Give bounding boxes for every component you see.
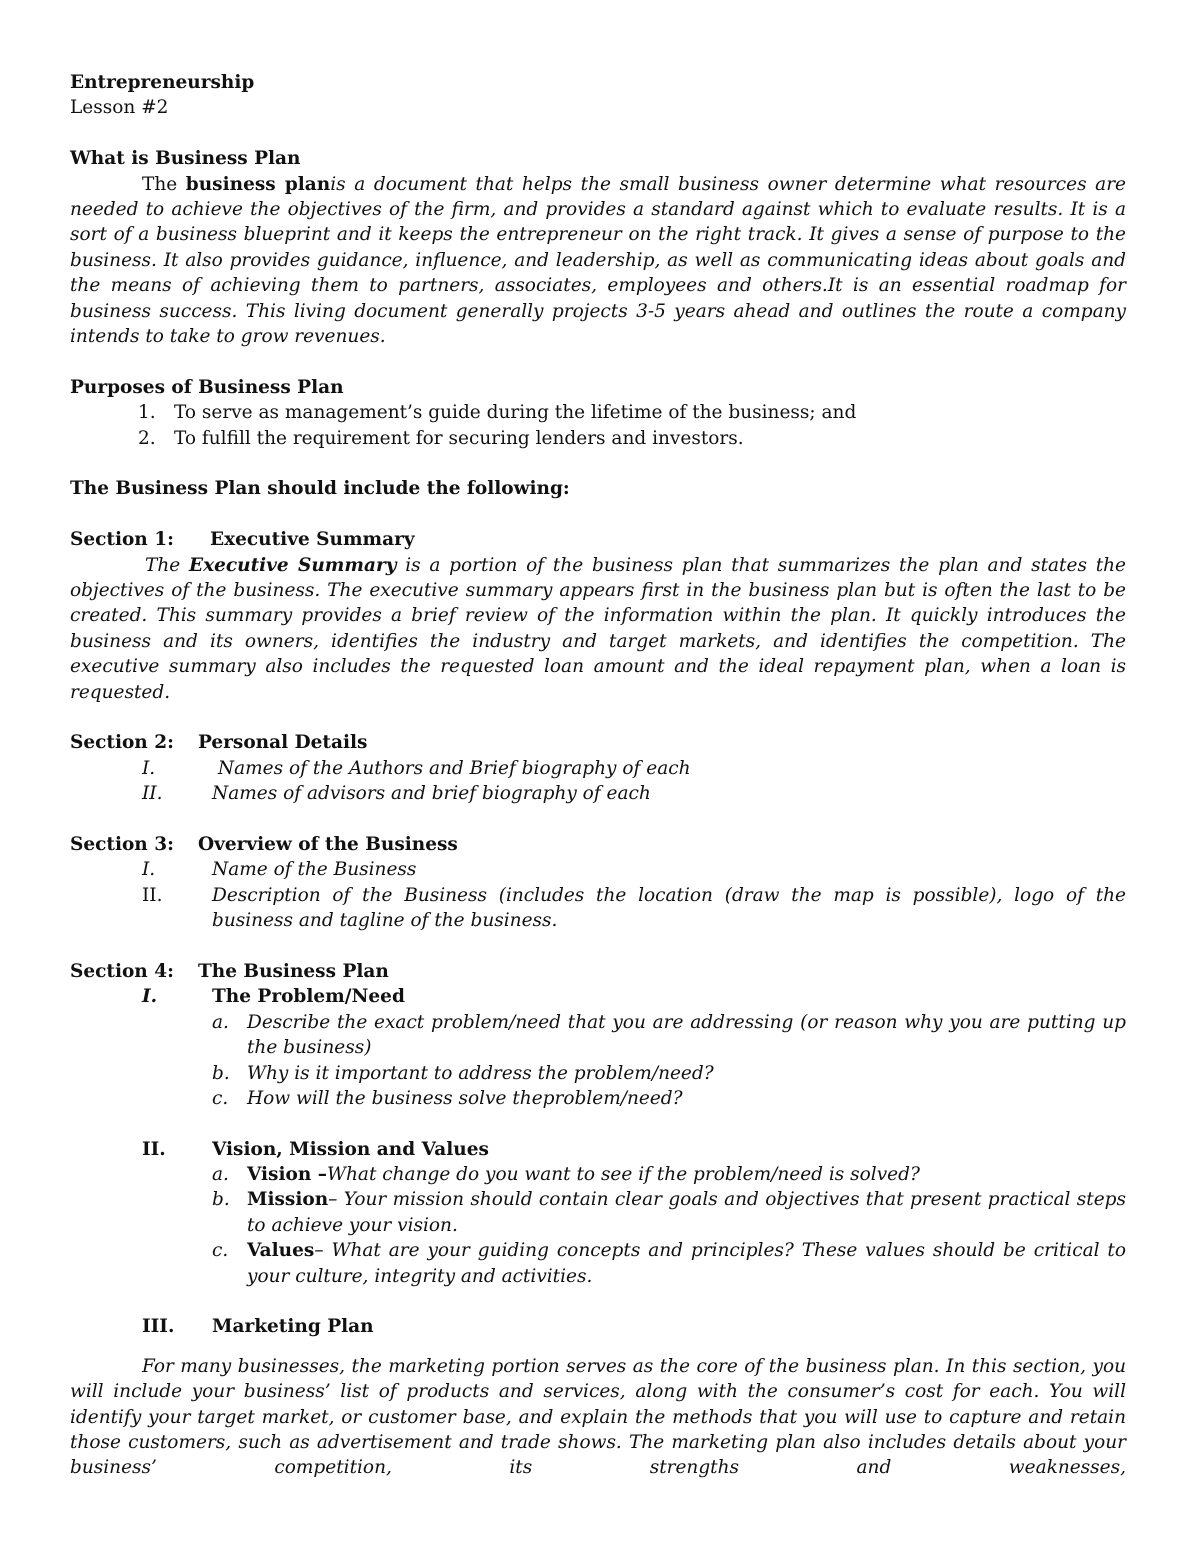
subsection-marketing-heading xyxy=(70,1314,1126,1339)
document-page xyxy=(70,70,1126,1481)
roman-numeral: III. xyxy=(142,1316,175,1338)
item-letter: b. xyxy=(212,1062,230,1084)
section-label: Section 3: xyxy=(70,833,174,855)
item-text: Names of the Authors and Brief biography of each xyxy=(212,757,691,779)
section-label: Section 4: xyxy=(70,960,174,982)
purpose-text: To serve as management’s guide during the lifetime of the business; and xyxy=(174,402,857,424)
item-letter: a. xyxy=(212,1164,229,1186)
executive-summary-paragraph xyxy=(70,553,1126,705)
vmv-item xyxy=(70,1162,1126,1187)
section-label: Section 1: xyxy=(70,529,174,551)
item-text: Describe the exact problem/need that you are addressing (or reason why you are putting up the business) xyxy=(247,1011,1126,1059)
item-letter: c. xyxy=(212,1087,229,1109)
vmv-item xyxy=(70,1238,1126,1289)
purpose-number: 1. xyxy=(138,402,156,424)
purposes-heading: Purposes of Business Plan xyxy=(70,376,344,398)
purpose-item xyxy=(70,426,1126,451)
item-letter: c. xyxy=(212,1240,229,1262)
mission-term: Mission xyxy=(247,1189,329,1211)
section-title: Personal Details xyxy=(198,732,368,754)
section-2-heading xyxy=(70,730,1126,755)
item-text: Why is it important to address the problem/need? xyxy=(247,1062,714,1084)
subsection-title: Vision, Mission and Values xyxy=(212,1138,489,1160)
exec-text: is a portion of the business plan that summarizes the plan and states the objectives of the business. The executive summary appears first in the business plan but is often the last to be created. This summary provides a brief review of the information within the plan. It quickly introduces the business and its owners, identifies the industry and target markets, and identifies the competition. The executive summary also includes the requested loan amount and the ideal repayment plan, when a loan is requested. xyxy=(70,554,1126,703)
roman-numeral: I. xyxy=(142,757,156,779)
what-is-paragraph xyxy=(70,172,1126,350)
roman-numeral: I. xyxy=(142,859,156,881)
section-1-heading xyxy=(70,527,1126,552)
item-text: Name of the Business xyxy=(212,859,417,881)
item-text: – Your mission should contain clear goals and objectives that present practical steps to achieve your vision. xyxy=(247,1189,1126,1236)
section-2-item xyxy=(70,781,1126,806)
section-4-heading xyxy=(70,959,1126,984)
vision-term: Vision – xyxy=(247,1164,327,1186)
doc-title: Entrepreneurship xyxy=(70,72,255,93)
subsection-problem-heading xyxy=(70,984,1126,1009)
roman-numeral: II. xyxy=(142,1138,166,1160)
section-3-heading xyxy=(70,832,1126,857)
item-text: Names of advisors and brief biography of each xyxy=(212,783,651,805)
item-letter: b. xyxy=(212,1189,230,1211)
problem-item xyxy=(70,1086,1126,1111)
exec-the: The xyxy=(145,554,189,576)
vmv-item xyxy=(70,1187,1126,1238)
section-3-item xyxy=(70,883,1126,934)
what-is-intro: The xyxy=(142,173,186,195)
section-3-item xyxy=(70,857,1126,882)
include-heading: The Business Plan should include the following: xyxy=(70,478,570,500)
section-2-item xyxy=(70,756,1126,781)
item-text: What change do you want to see if the problem/need is solved? xyxy=(326,1164,920,1186)
lesson-number: Lesson #2 xyxy=(70,97,169,119)
subsection-title: Marketing Plan xyxy=(212,1316,374,1338)
roman-numeral: I. xyxy=(142,986,158,1008)
values-term: Values xyxy=(247,1240,315,1262)
roman-numeral: II. xyxy=(142,884,163,906)
executive-summary-term: Executive Summary xyxy=(188,554,397,576)
problem-item xyxy=(70,1010,1126,1061)
roman-numeral: II. xyxy=(142,783,163,805)
what-is-text: is a document that helps the small business owner determine what resources are needed to achieve the objectives of the firm, and provides a standard against which to evaluate results. It is a sort of a business blueprint and it keeps the entrepreneur on the right track. It gives a sense of purpose to the business. It also provides guidance, influence, and leadership, as well as communicating ideas about goals and the means of achieving them to partners, associates, employees and others.It is an essential roadmap for business success. This living document generally projects 3-5 years ahead and outlines the route a company intends to take to grow revenues. xyxy=(70,173,1126,347)
item-text: Description of the Business (includes the location (draw the map is possible), logo of the business and tagline of the business. xyxy=(212,884,1126,932)
section-title: Overview of the Business xyxy=(198,833,458,855)
section-title: Executive Summary xyxy=(210,529,415,551)
purpose-number: 2. xyxy=(138,427,156,449)
purpose-item xyxy=(70,400,1126,425)
business-plan-term: business plan xyxy=(185,173,331,195)
section-title: The Business Plan xyxy=(198,960,389,982)
item-text: How will the business solve theproblem/need? xyxy=(247,1087,683,1109)
purpose-text: To fulfill the requirement for securing lenders and investors. xyxy=(174,427,744,449)
marketing-paragraph: For many businesses, the marketing portion serves as the core of the business plan. In this section, you will include your business’ list of products and services, along with the consumer’s cost for each. You will identify your target market, or customer base, and explain the methods that you will use to capture and retain those customers, such as advertisement and trade shows. The marketing plan also includes details about your business’ competition, its strengths and weaknesses, xyxy=(70,1355,1126,1479)
subsection-title: The Problem/Need xyxy=(212,986,405,1008)
subsection-vmv-heading xyxy=(70,1137,1126,1162)
section-label: Section 2: xyxy=(70,732,174,754)
problem-item xyxy=(70,1061,1126,1086)
item-text: – What are your guiding concepts and principles? These values should be critical to your culture, integrity and activities. xyxy=(247,1240,1126,1287)
what-is-heading: What is Business Plan xyxy=(70,148,301,170)
item-letter: a. xyxy=(212,1011,229,1033)
